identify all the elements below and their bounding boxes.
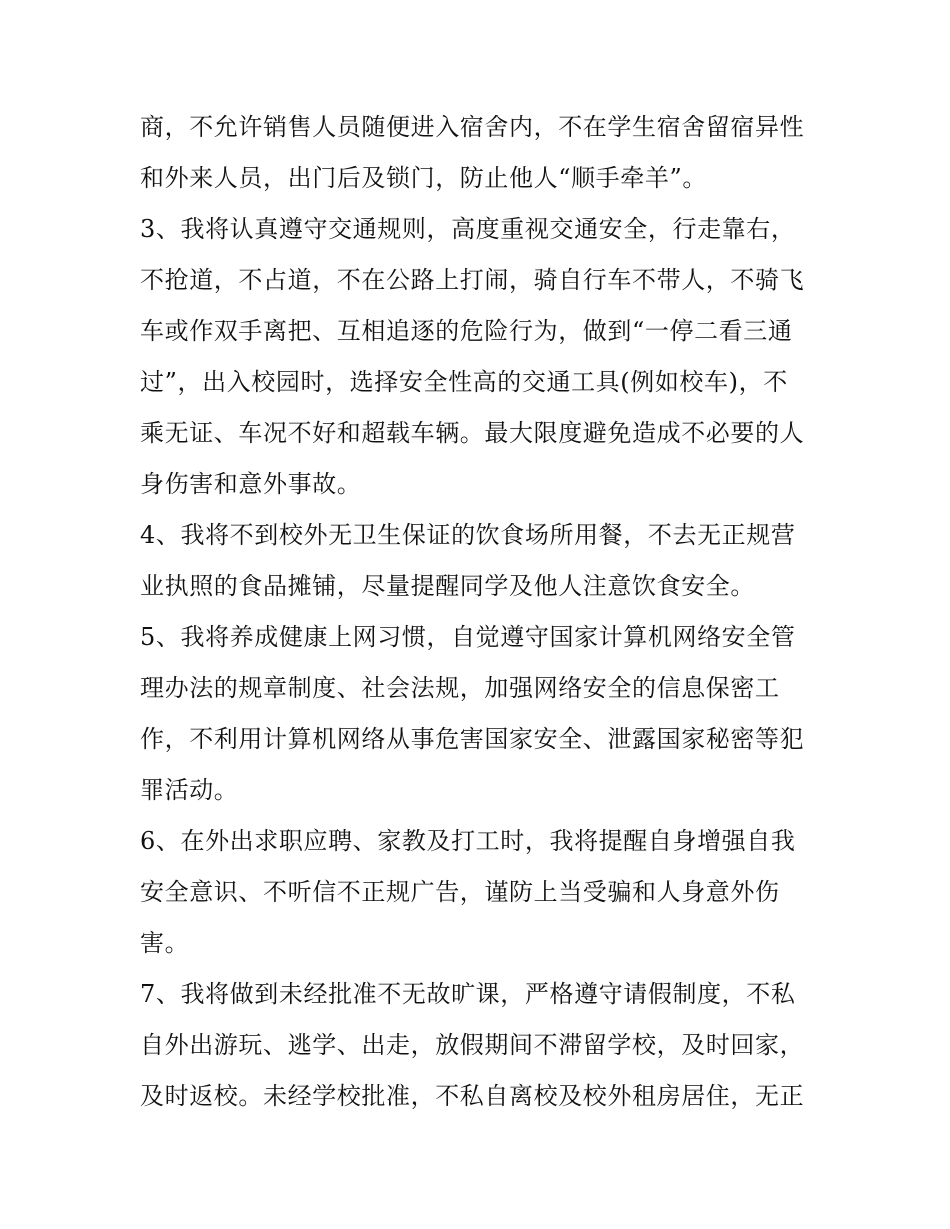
text-line: 及时返校。未经学校批准，不私自离校及校外租房居住，无正 <box>140 1082 805 1110</box>
text-line: 理办法的规章制度、社会法规，加强网络安全的信息保密工 <box>140 674 780 702</box>
text-line: 身伤害和意外事故。 <box>140 470 362 498</box>
text-line: 5、我将养成健康上网习惯，自觉遵守国家计算机网络安全管 <box>140 623 796 651</box>
text-line: 6、在外出求职应聘、家教及打工时，我将提醒自身增强自我 <box>140 827 796 855</box>
text-line: 7、我将做到未经批准不无故旷课，严格遵守请假制度，不私 <box>140 980 796 1008</box>
text-line: 罪活动。 <box>140 776 239 804</box>
text-line: 过”，出入校园时，选择安全性高的交通工具(例如校车)，不 <box>140 368 788 396</box>
text-line: 车或作双手离把、互相追逐的危险行为，做到“一停二看三通 <box>140 317 793 345</box>
text-line: 害。 <box>140 929 190 957</box>
text-line: 作，不利用计算机网络从事危害国家安全、泄露国家秘密等犯 <box>140 725 805 753</box>
document-body <box>140 102 820 1122</box>
text-line: 4、我将不到校外无卫生保证的饮食场所用餐，不去无正规营 <box>140 521 796 549</box>
text-line: 自外出游玩、逃学、出走，放假期间不滞留学校，及时回家， <box>140 1031 805 1059</box>
text-line: 不抢道，不占道，不在公路上打闹，骑自行车不带人，不骑飞 <box>140 266 805 294</box>
text-line: 和外来人员，出门后及锁门，防止他人“顺手牵羊”。 <box>140 164 707 192</box>
text-line: 商，不允许销售人员随便进入宿舍内，不在学生宿舍留宿异性 <box>140 113 805 141</box>
text-line: 3、我将认真遵守交通规则，高度重视交通安全，行走靠右， <box>140 215 796 243</box>
text-line: 乘无证、车况不好和超载车辆。最大限度避免造成不必要的人 <box>140 419 805 447</box>
text-line: 业执照的食品摊铺，尽量提醒同学及他人注意饮食安全。 <box>140 572 755 600</box>
text-line: 安全意识、不听信不正规广告，谨防上当受骗和人身意外伤 <box>140 878 780 906</box>
